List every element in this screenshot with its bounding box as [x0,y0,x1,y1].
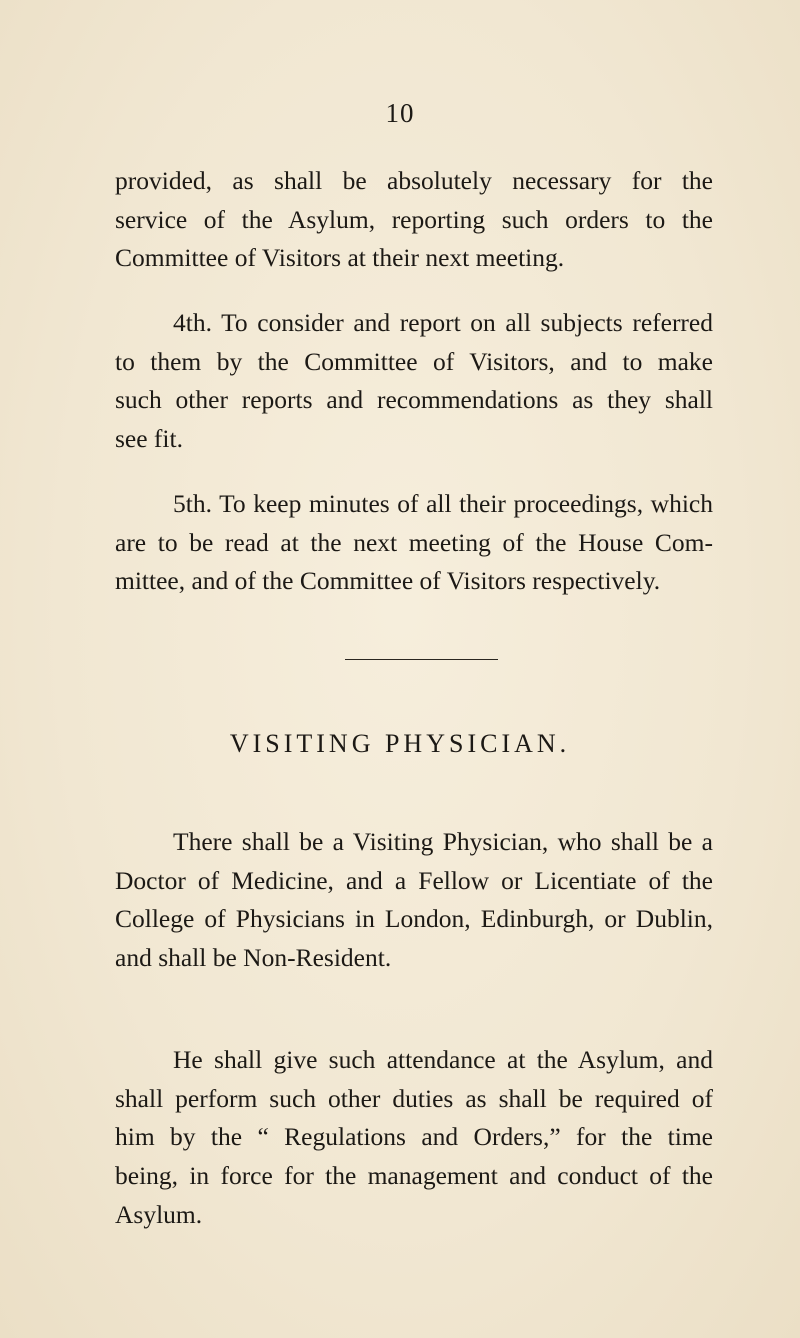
text-line: Committee of Visitors at their next meeting. [115,243,565,273]
section-divider-rule [345,659,498,660]
paragraph-attendance-duties [115,1041,713,1235]
text-line: mittee, and of the Committee of Visitors respectively. [115,566,661,596]
text-line: service of the Asylum, reporting such orders to the [115,204,713,234]
section-heading: VISITING PHYSICIAN. [229,729,571,758]
text-line: Asylum. [115,1199,203,1229]
text-line: There shall be a Visiting Physician, who shall be a [173,827,713,856]
text-line: shall perform such other duties as shall be required of [115,1083,713,1113]
text-line: see fit. [115,424,183,454]
text-line: Doctor of Medicine, and a Fellow or Licentiate of the [115,865,713,895]
text-line: are to be read at the next meeting of the House Com- [115,527,713,557]
paragraph-item-4th [115,304,713,459]
text-line: 4th. To consider and report on all subjects referred [173,308,713,337]
text-line: such other reports and recommendations as they shall [115,385,713,415]
text-line: being, in force for the management and conduct of the [115,1161,713,1191]
paragraph-item-5th [115,485,713,601]
text-line: 5th. To keep minutes of all their proceedings, which [173,489,713,518]
text-line: him by the “ Regulations and Orders,” for the time [115,1122,713,1152]
text-line: to them by the Committee of Visitors, and to make [115,346,713,376]
text-line: He shall give such attendance at the Asylum, and [173,1045,713,1074]
paragraph-visiting-physician [115,823,713,978]
paragraph-continuation [115,162,713,278]
page-number: 10 [385,98,415,128]
text-line: College of Physicians in London, Edinburgh, or Dublin, [115,904,713,934]
text-line: provided, as shall be absolutely necessary for the [115,166,713,195]
text-line: and shall be Non-Resident. [115,943,392,973]
